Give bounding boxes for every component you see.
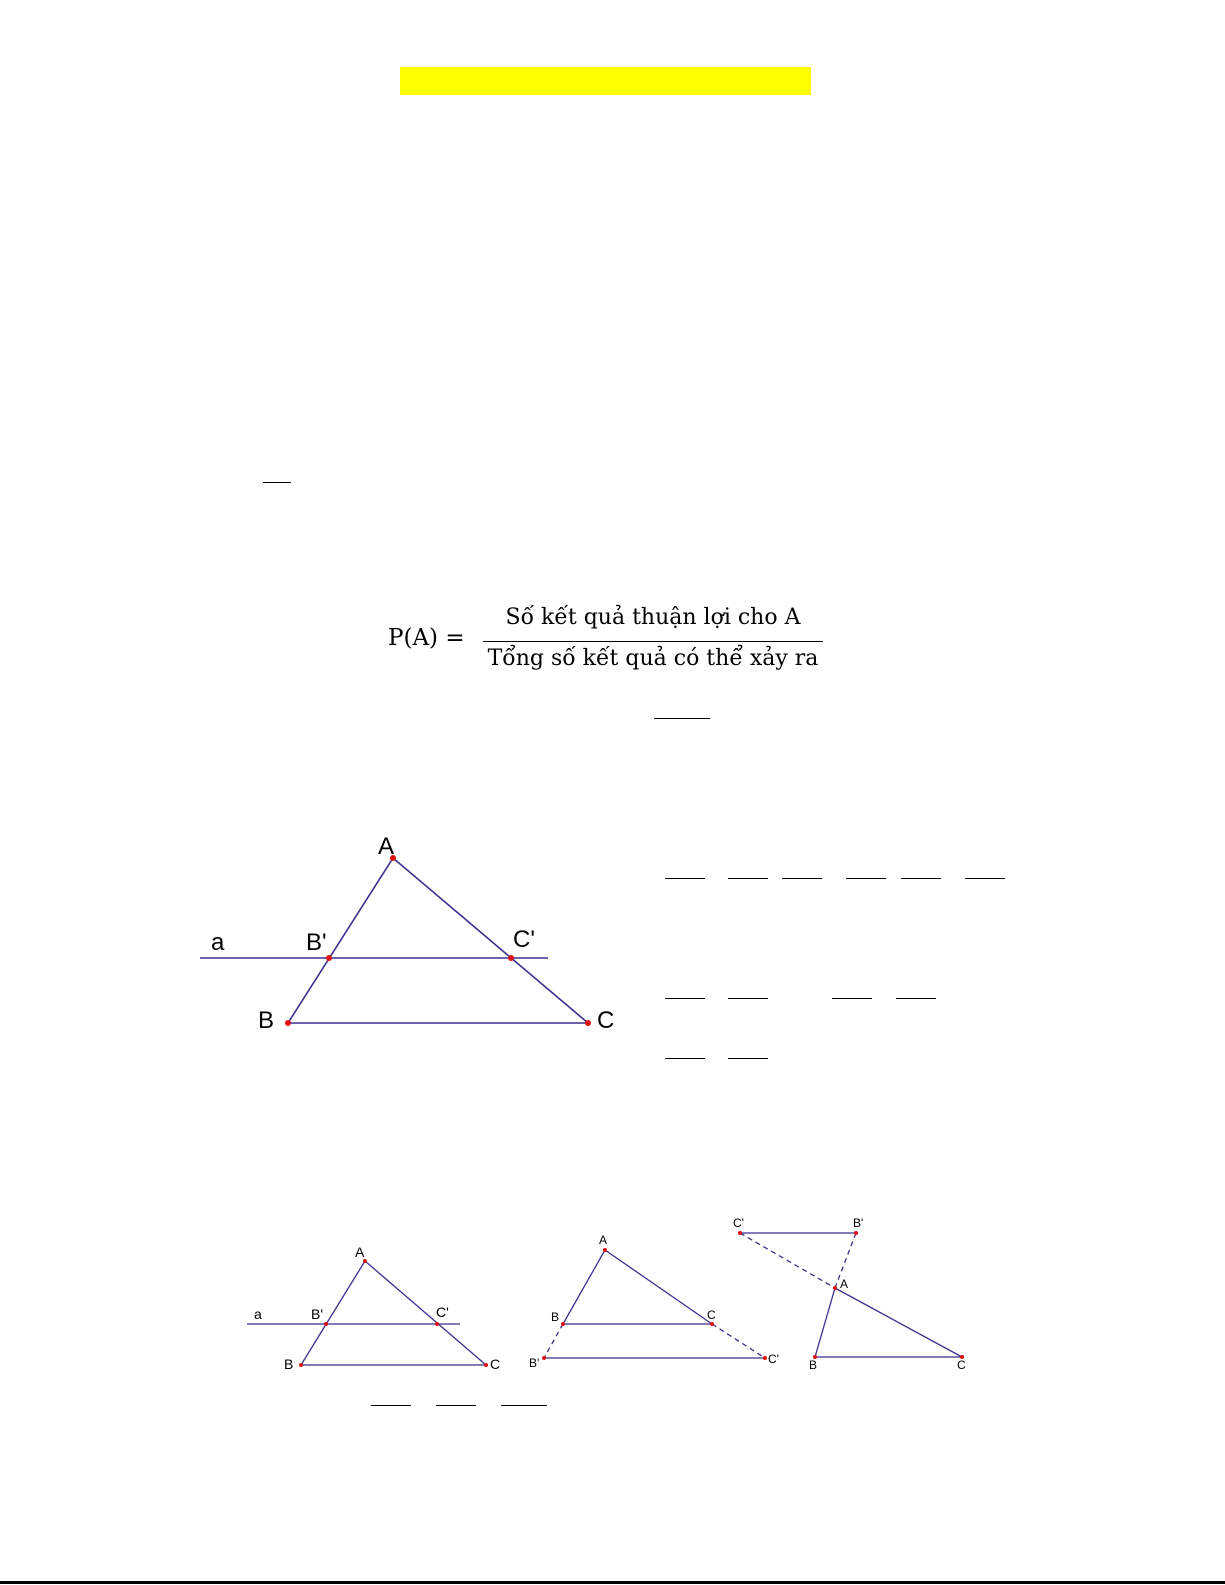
fraction-bar bbox=[728, 998, 768, 999]
formula-lhs: P(A) = bbox=[388, 625, 465, 651]
label-a: A bbox=[378, 833, 395, 860]
fraction-bar bbox=[436, 1405, 476, 1406]
label-c: C bbox=[707, 1308, 716, 1322]
fraction-bar bbox=[371, 1405, 411, 1406]
extension-ac bbox=[740, 1233, 835, 1288]
side-ac bbox=[605, 1250, 712, 1324]
label-c-prime: C' bbox=[436, 1304, 449, 1320]
label-b-prime: B' bbox=[306, 929, 327, 956]
fraction-bar bbox=[896, 998, 936, 999]
point-c bbox=[585, 1020, 591, 1026]
page-bottom-border bbox=[0, 1581, 1225, 1584]
point-b-prime bbox=[326, 955, 332, 961]
label-b: B bbox=[284, 1356, 294, 1372]
label-a: A bbox=[599, 1233, 608, 1247]
side-ac bbox=[365, 1261, 486, 1365]
formula-numerator: Số kết quả thuận lợi cho A bbox=[505, 605, 801, 630]
fraction-bar bbox=[654, 718, 710, 719]
point-c bbox=[484, 1363, 488, 1367]
thales-case-3-figure bbox=[725, 1210, 980, 1375]
formula-denominator: Tổng số kết quả có thể xảy ra bbox=[487, 646, 819, 671]
side-ab bbox=[815, 1288, 835, 1357]
extension-ab bbox=[544, 1324, 563, 1358]
label-b: B bbox=[809, 1358, 818, 1372]
fraction-bar bbox=[665, 878, 705, 879]
point-b bbox=[299, 1363, 303, 1367]
point-a bbox=[833, 1286, 837, 1290]
label-line-a: a bbox=[211, 929, 225, 956]
label-b-prime: B' bbox=[529, 1356, 540, 1370]
fraction-bar bbox=[832, 998, 872, 999]
label-b: B bbox=[551, 1310, 560, 1324]
side-ab bbox=[563, 1250, 605, 1324]
point-b-prime bbox=[854, 1231, 858, 1235]
label-c-prime: C' bbox=[513, 926, 535, 953]
point-c-prime bbox=[435, 1322, 439, 1326]
fraction-bar bbox=[846, 878, 886, 879]
label-line-a: a bbox=[254, 1306, 262, 1322]
point-b bbox=[561, 1322, 565, 1326]
label-c: C bbox=[957, 1358, 966, 1372]
fraction-bar bbox=[965, 878, 1005, 879]
point-c-prime bbox=[508, 955, 514, 961]
point-b bbox=[285, 1020, 291, 1026]
label-a: A bbox=[840, 1277, 849, 1291]
thales-case-1-figure bbox=[240, 1240, 515, 1375]
fraction-bar bbox=[728, 1058, 768, 1059]
thales-triangle-figure bbox=[195, 830, 635, 1045]
label-c: C bbox=[490, 1356, 501, 1372]
side-ac bbox=[393, 858, 588, 1023]
point-c bbox=[710, 1322, 714, 1326]
label-a: A bbox=[355, 1244, 365, 1260]
point-b-prime bbox=[542, 1356, 546, 1360]
label-c: C bbox=[597, 1007, 615, 1034]
point-c-prime bbox=[738, 1231, 742, 1235]
label-c-prime: C' bbox=[733, 1216, 744, 1230]
point-a bbox=[603, 1248, 607, 1252]
point-b-prime bbox=[324, 1322, 328, 1326]
side-ab bbox=[288, 858, 393, 1023]
fraction-bar bbox=[782, 878, 822, 879]
probability-formula bbox=[386, 601, 836, 681]
fraction-bar bbox=[501, 1405, 547, 1406]
fraction-bar bbox=[665, 998, 705, 999]
title-highlight bbox=[400, 67, 811, 95]
fraction-bar bbox=[728, 878, 768, 879]
side-ac bbox=[835, 1288, 962, 1357]
label-c-prime: C' bbox=[768, 1352, 779, 1366]
formula-fraction-bar bbox=[483, 641, 823, 642]
fraction-bar bbox=[665, 1058, 705, 1059]
label-b-prime: B' bbox=[853, 1216, 864, 1230]
label-b-prime: B' bbox=[311, 1306, 324, 1322]
label-b: B bbox=[258, 1007, 275, 1034]
fraction-bar bbox=[901, 878, 941, 879]
fraction-bar bbox=[263, 482, 291, 483]
